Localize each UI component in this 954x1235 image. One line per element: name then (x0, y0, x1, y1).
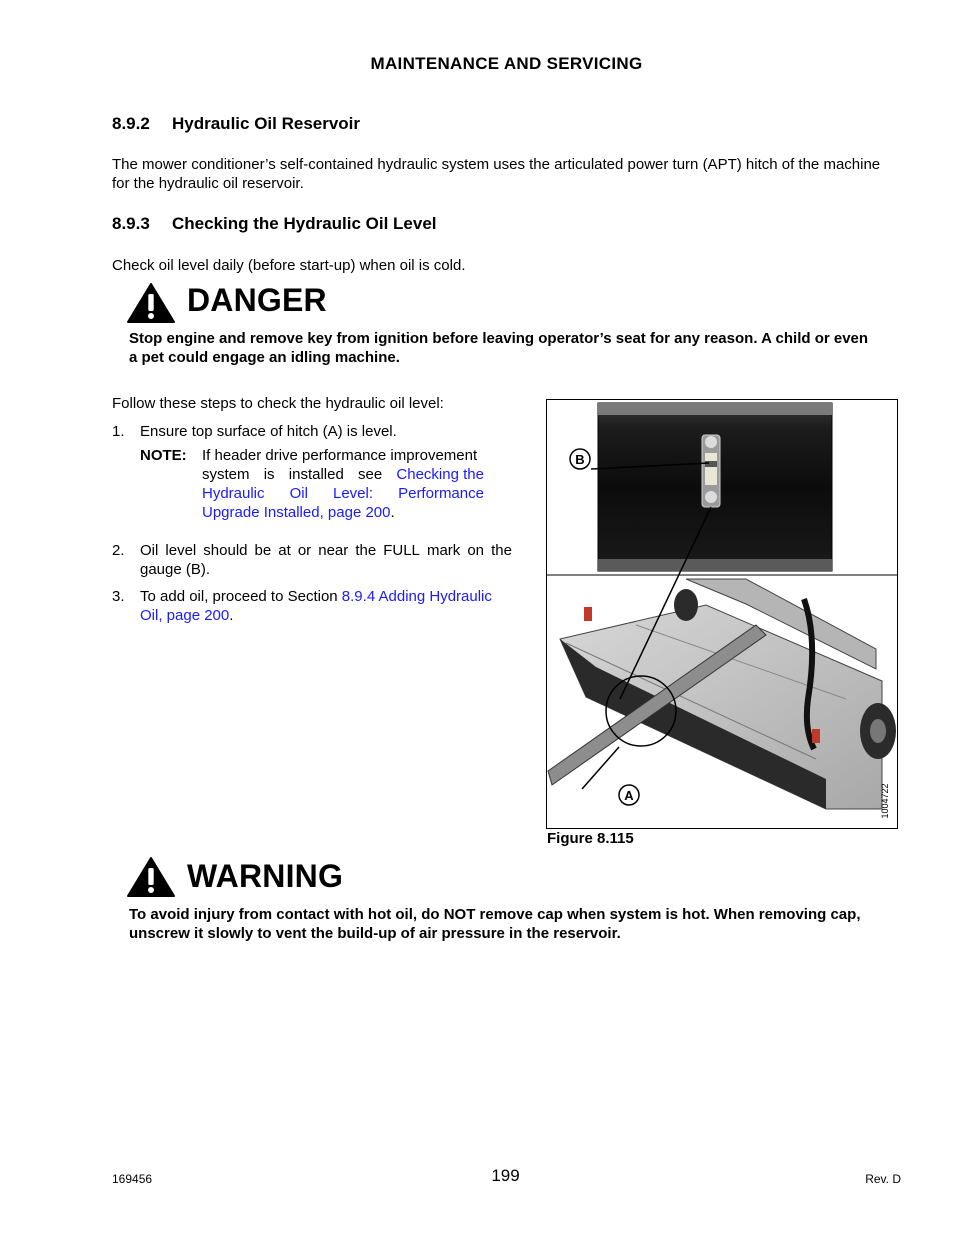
step-1 (112, 422, 397, 441)
step-number: 3. (112, 588, 125, 605)
hazard-triangle-icon (126, 856, 176, 898)
warning-message (129, 905, 899, 943)
figure-caption-label: Figure (547, 830, 593, 847)
figure-image-id: 1004722 (880, 783, 890, 819)
section-heading-892 (112, 114, 360, 134)
note-line: If header drive performance improvement (202, 447, 478, 464)
page-header: MAINTENANCE AND SERVICING (370, 54, 643, 73)
warning-line: unscrew it slowly to vent the build-up of air pressure in the reservoir. (129, 925, 621, 942)
figure-caption-number: 8.115 (597, 830, 634, 847)
callout-b-label: B (575, 452, 585, 467)
callout-a-label: A (624, 788, 634, 803)
note-punct: . (390, 504, 395, 521)
page-number: 199 (491, 1166, 520, 1185)
step-text-line: Oil level should be at or near the FULL mark on the (140, 542, 512, 559)
danger-line: Stop engine and remove key from ignition before leaving operator’s seat for any reason. A child or even (129, 330, 869, 347)
section-892-body (112, 155, 880, 193)
body-line: for the hydraulic oil reservoir. (112, 175, 304, 192)
gauge-closeup-photo (598, 403, 832, 571)
body-line: The mower conditioner’s self-contained hydraulic system uses the articulated power turn (APT) hitch of the machine (112, 156, 881, 173)
revision: Rev. D (865, 1172, 901, 1186)
step-text: To add oil, proceed to Section (140, 588, 342, 605)
figure-caption (547, 830, 634, 847)
warning-line: To avoid injury from contact with hot oil, do NOT remove cap when system is hot. When removing cap, (129, 906, 861, 923)
note-block: NOTE: If header drive performance improvement system is installed see Checking the Hydraulic Oil Level: Performance Upgrade Installed, page 200. (140, 447, 484, 521)
section-number: 8.9.3 (112, 214, 150, 233)
step-2 (112, 541, 512, 579)
danger-line: a pet could engage an idling machine. (129, 349, 400, 366)
section-title: Checking the Hydraulic Oil Level (172, 214, 437, 233)
step-text: Ensure top surface of hitch (A) is level. (140, 423, 397, 440)
step-number: 1. (112, 423, 125, 440)
section-number: 8.9.2 (112, 114, 150, 133)
section-893-body: Check oil level daily (before start-up) when oil is cold. (112, 257, 466, 274)
note-link-upgrade[interactable]: Upgrade Installed, page 200 (202, 504, 391, 521)
note-label: NOTE: (140, 447, 187, 464)
step-3 (112, 587, 512, 625)
warning-signal-word: WARNING (187, 858, 344, 894)
step-punct: . (229, 607, 234, 624)
hazard-triangle-icon (126, 282, 176, 324)
steps-intro: Follow these steps to check the hydraulic oil level: (112, 395, 444, 412)
note-link-line[interactable]: Hydraulic Oil Level: Performance (202, 485, 484, 502)
danger-message (129, 329, 899, 367)
step-number: 2. (112, 542, 125, 559)
step-text-line: gauge (B). (140, 561, 211, 578)
step-link-page[interactable]: Oil, page 200 (140, 607, 230, 624)
danger-signal-word: DANGER (187, 282, 327, 318)
section-title: Hydraulic Oil Reservoir (172, 114, 361, 133)
note-link-checking[interactable]: Checking the (396, 466, 484, 483)
doc-number: 169456 (112, 1172, 153, 1186)
section-heading-893 (112, 214, 437, 234)
figure-hitch-gauge (546, 399, 898, 829)
step-link-adding-oil[interactable]: 8.9.4 Adding Hydraulic (341, 588, 492, 605)
